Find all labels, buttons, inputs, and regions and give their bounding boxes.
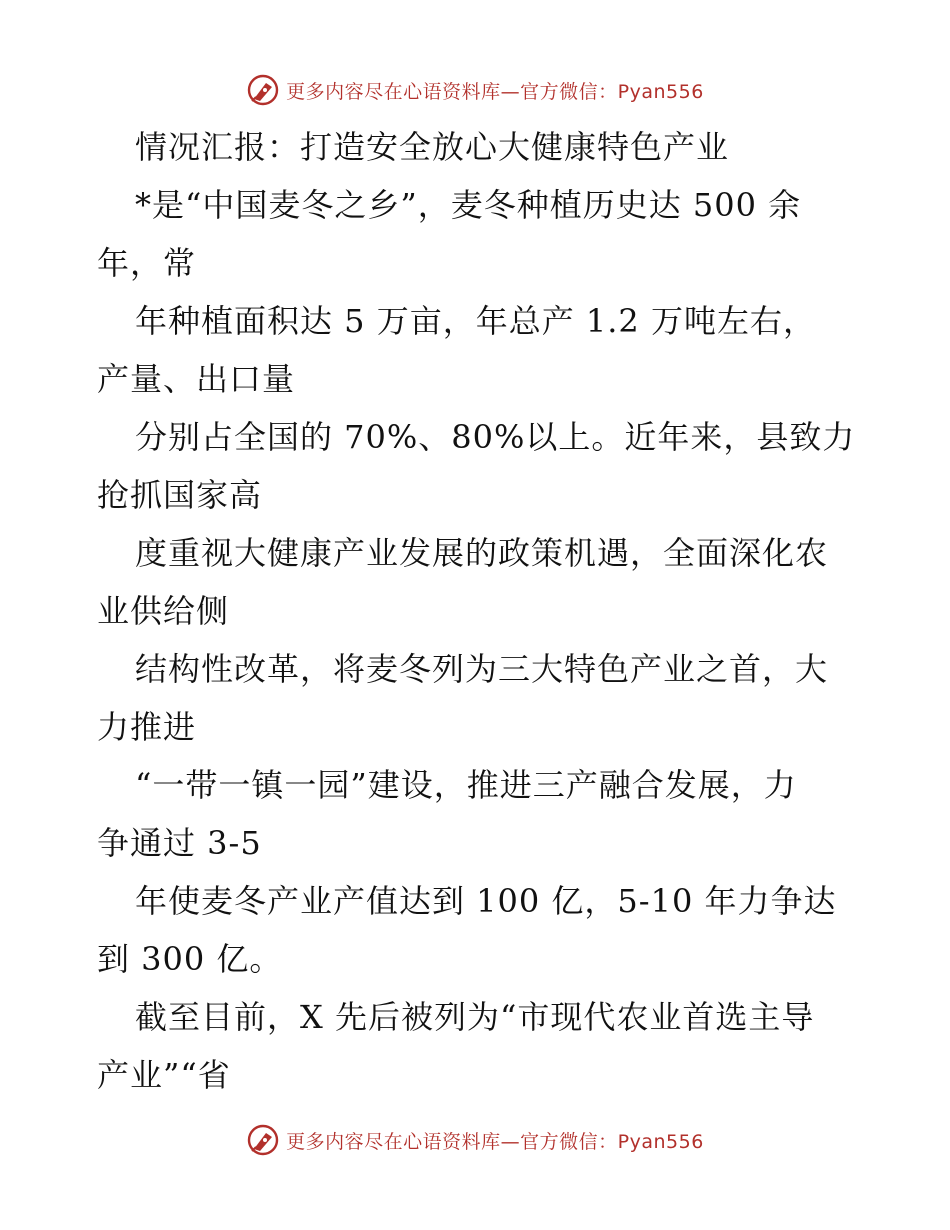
- header-banner: [0, 70, 950, 110]
- text-line: 争通过 3-5: [97, 824, 262, 862]
- footer-banner: [0, 1120, 950, 1160]
- text-line: 年，常: [97, 244, 197, 282]
- text-line: 年种植面积达 5 万亩，年总产 1.2 万吨左右，: [135, 302, 816, 340]
- document-body: [97, 118, 857, 1104]
- text-line: 截至目前，X 先后被列为“市现代农业首选主导: [135, 998, 815, 1036]
- text-line: 年使麦冬产业产值达到 100 亿，5-10 年力争达: [135, 882, 837, 920]
- text-line: 抢抓国家高: [97, 476, 263, 514]
- text-line: 业供给侧: [97, 592, 230, 630]
- text-line: 产量、出口量: [97, 360, 296, 398]
- text-line: 到 300 亿。: [97, 940, 283, 978]
- text-line: 产业”“省: [97, 1056, 231, 1094]
- text-line: 力推进: [97, 708, 197, 746]
- banner-text: 更多内容尽在心语资料库—官方微信：Pyan556: [286, 1130, 704, 1153]
- text-line: *是“中国麦冬之乡”，麦冬种植历史达 500 余: [135, 186, 802, 224]
- banner-text: 更多内容尽在心语资料库—官方微信：Pyan556: [286, 80, 704, 103]
- pen-nib-logo-icon: [246, 73, 280, 107]
- text-line: 结构性改革，将麦冬列为三大特色产业之首，大: [135, 650, 829, 688]
- text-line: 度重视大健康产业发展的政策机遇，全面深化农: [135, 534, 829, 572]
- text-line: “一带一镇一园”建设，推进三产融合发展，力: [135, 766, 797, 804]
- pen-nib-logo-icon: [246, 1123, 280, 1157]
- text-line: 情况汇报：打造安全放心大健康特色产业: [135, 128, 730, 166]
- text-line: 分别占全国的 70%、80%以上。近年来，县致力: [135, 418, 856, 456]
